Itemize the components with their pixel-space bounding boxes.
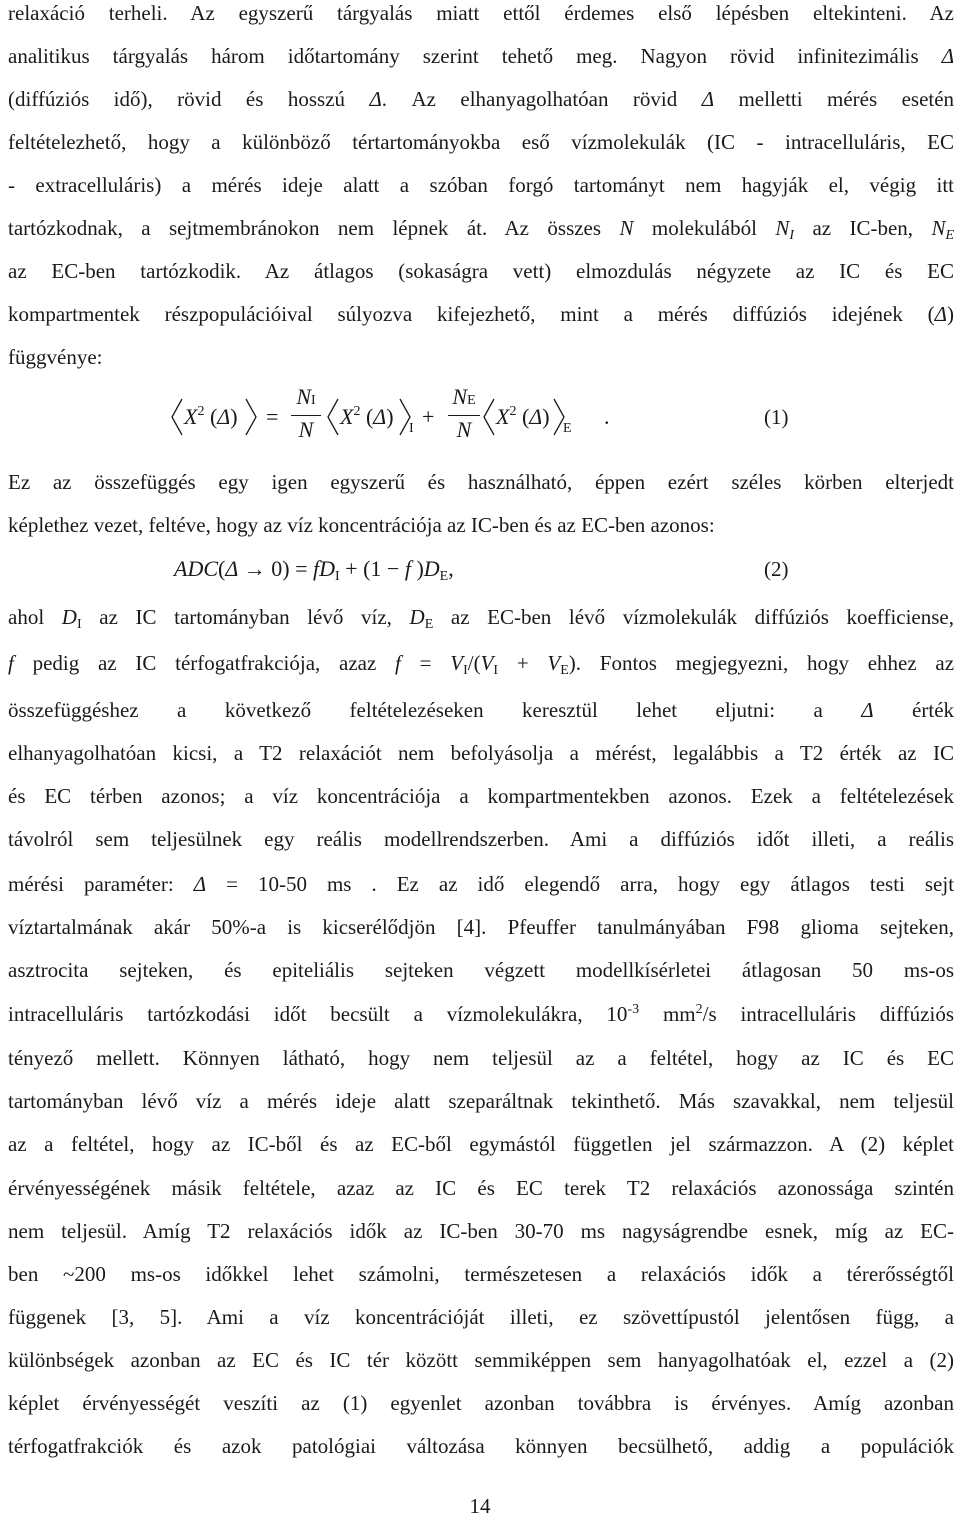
angle-bracket-left — [326, 398, 340, 436]
text-line: tartományban lévő víz a mérés ideje alatt szeparáltnak tekinthető. Más szavakkal, nem teljesül — [8, 1089, 954, 1113]
text-line: ben ~200 ms-os időkkel lehet számolni, természetesen a relaxációs idők a térerősségtől — [8, 1262, 954, 1286]
text-line: - extracelluláris) a mérés ideje alatt a szóban forgó tartományt nem hagyják el, végig itt — [8, 173, 954, 197]
text-line: f pedig az IC térfogatfrakciója, azaz $f = V_I/(V_I + V_E)$. Fontos megjegyezni, hogy ehhez az — [8, 651, 955, 678]
text-line: érvényességének másik feltétele, azaz az IC és EC terek T2 relaxációs azonossága szintén — [8, 1176, 954, 1200]
angle-bracket-left — [170, 398, 184, 436]
eq-plus: + — [422, 404, 435, 429]
equation-2: ADC(Δ → 0) = fDI + (1 − f )DE, — [174, 556, 454, 584]
angle-bracket-right — [244, 398, 258, 436]
text-line: az a feltétel, hogy az IC-ből és az EC-ből egymástól független jel származzon. A (2) képlet — [8, 1132, 954, 1156]
equation-number-1: (1) — [764, 405, 789, 429]
text-line: tényező mellett. Könnyen látható, hogy nem teljesül az a feltétel, hogy az IC és EC — [8, 1046, 954, 1070]
eq-period: . — [604, 404, 610, 429]
text-line: összefüggéshez a következő feltételezéseken keresztül lehet eljutni: a Δ érték — [8, 698, 955, 722]
equation-number-2: (2) — [764, 557, 789, 581]
text-line: függenek [3, 5]. Ami a víz koncentrációját illeti, ez szövettípustól jelentősen függ, a — [8, 1305, 954, 1329]
eq-equals: = — [266, 404, 279, 429]
text-line: relaxáció terheli. Az egyszerű tárgyalás miatt ettől érdemes első lépésben eltekinteni. Az — [8, 1, 954, 25]
text-line: Ez az összefüggés egy igen egyszerű és használható, éppen ezért széles körben elterjedt — [8, 470, 954, 494]
text-line: víztartalmának akár 50%-a is kicserélődjön [4]. Pfeuffer tanulmányában F98 glioma sejteken, — [8, 915, 954, 939]
text-line: térfogatfrakciók és azok patológiai változása könnyen becsülhető, addig a populációk — [8, 1434, 954, 1458]
eq-term-ic: $X^2$ (Δ) — [340, 404, 394, 429]
text-line: analitikus tárgyalás három időtartomány szerint tehető meg. Nagyon rövid infinitezimális Δ — [8, 44, 955, 68]
text-line: intracelluláris tartózkodási időt becsült a vízmolekulákra, $10^{-3}$ $mm^2/s$ intracelluláris diffúziós — [8, 1002, 955, 1026]
text-line: kompartmentek részpopulációival súlyozva kifejezhető, mint a mérés diffúziós idejének (Δ) — [8, 302, 954, 326]
text-line: képlethez vezet, feltéve, hogy az víz koncentrációja az IC-ben és az EC-ben azonos: — [8, 513, 715, 537]
fraction-NE-over-N: NE N — [448, 384, 480, 443]
fraction-NI-over-N: NI N — [291, 384, 321, 443]
text-line: nem teljesül. Amíg T2 relaxációs idők az IC-ben 30-70 ms nagyságrendbe esnek, míg az EC- — [8, 1219, 954, 1243]
text-line: tartózkodnak, a sejtmembránokon nem lépnek át. Az összes N molekulából $N_I$ az IC-ben, $N_E$ — [8, 216, 955, 243]
page-number: 14 — [469, 1494, 491, 1518]
text-line: ahol $D_I$ az IC tartományban lévő víz, $D_E$ az EC-ben lévő vízmolekulák diffúziós koefficiense, — [8, 605, 954, 632]
text-line: távolról sem teljesülnek egy reális modellrendszerben. Ami a diffúziós időt illeti, a reális — [8, 827, 954, 851]
angle-bracket-left — [482, 398, 496, 436]
text-line: (diffúziós idő), rövid és hosszú Δ. Az elhanyagolhatóan rövid Δ melletti mérés esetén — [8, 87, 955, 111]
eq-subscript-I: I — [409, 421, 414, 436]
text-line: és EC térben azonos; a víz koncentrációja a kompartmentekben azonos. Ezek a feltételezések — [8, 784, 954, 808]
text-line: elhanyagolhatóan kicsi, a T2 relaxációt nem befolyásolja a mérést, legalábbis a T2 érték az IC — [8, 741, 954, 765]
eq-subscript-E: E — [563, 421, 572, 436]
text-line: különbségek azonban az EC és IC tér között semmiképpen sem hanyagolhatóak el, ezzel a (2) — [8, 1348, 954, 1372]
text-line: függvénye: — [8, 345, 103, 369]
text-line: feltételezhető, hogy a különböző tértartományokba eső vízmolekulák (IC - intracelluláris, EC — [8, 130, 954, 154]
eq-term-ec: $X^2$ (Δ) — [496, 404, 550, 429]
text-line: képlet érvényességét veszíti az (1) egyenlet azonban továbbra is érvényes. Amíg azonban — [8, 1391, 954, 1415]
eq-term-lhs: $X^2$ (Δ) — [184, 404, 238, 429]
text-line: az EC-ben tartózkodik. Az átlagos (sokaságra vett) elmozdulás négyzete az IC és EC — [8, 259, 954, 283]
text-line: mérési paraméter: Δ = 10-50 ms . Ez az idő elegendő arra, hogy egy átlagos testi sejt — [8, 872, 955, 896]
text-line: asztrocita sejteken, és epiteliális sejteken végzett modellkísérletei átlagosan 50 ms-os — [8, 958, 954, 982]
